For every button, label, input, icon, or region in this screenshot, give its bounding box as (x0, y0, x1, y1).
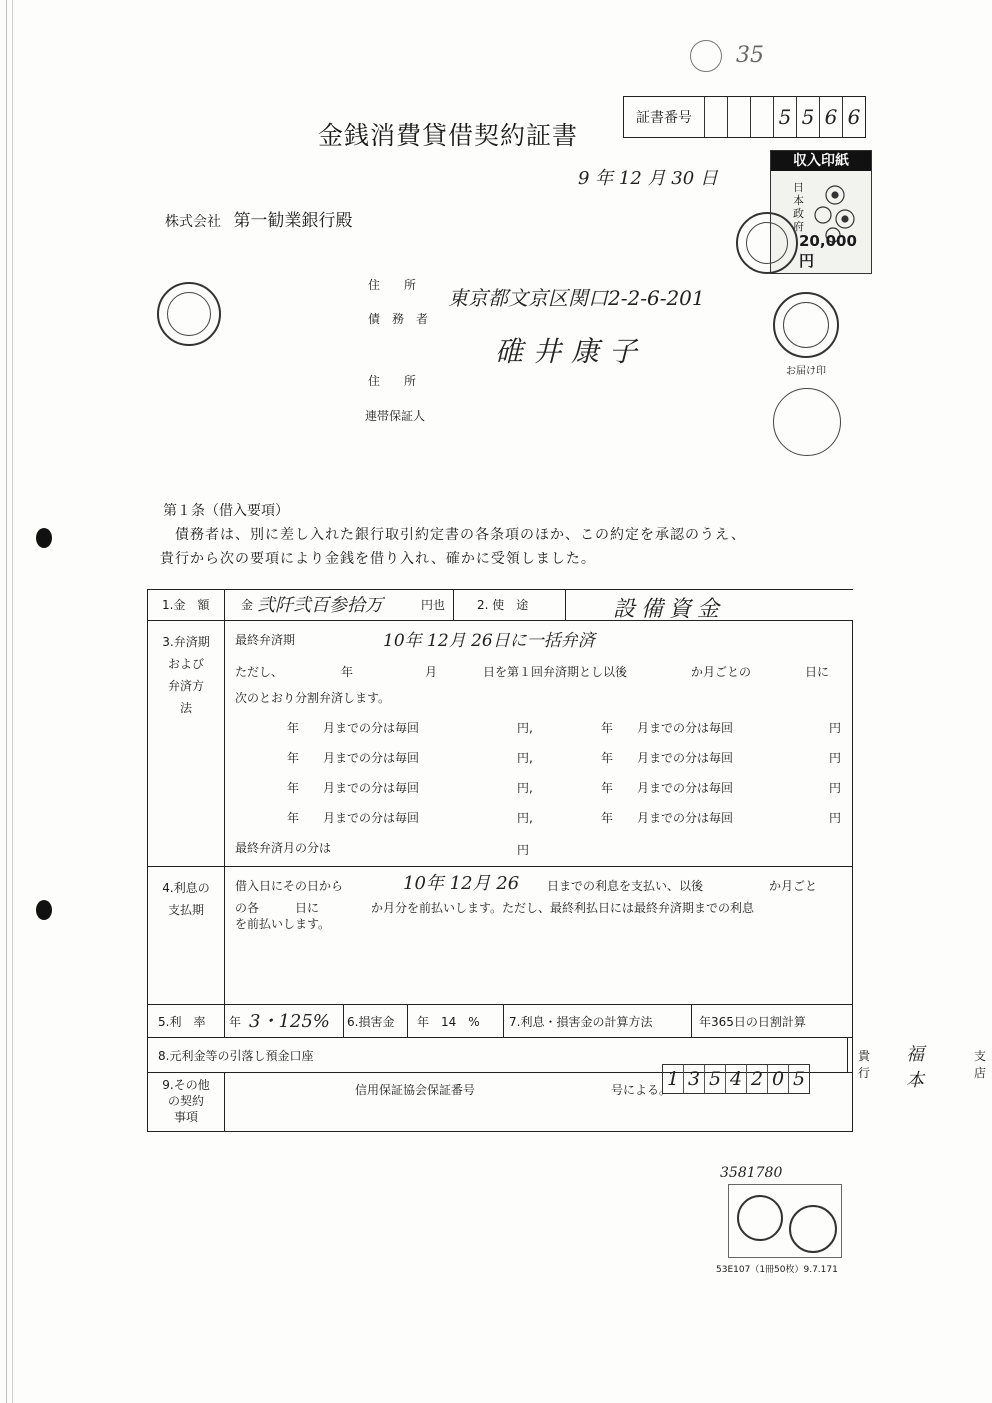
contract-date: 9 年 12 月 30 日 (578, 168, 718, 189)
guarantee-number-suffix: 号による。 (611, 1083, 672, 1097)
account-label: 8.元利金等の引落し預金口座 (158, 1049, 314, 1063)
damages-label: 6.損害金 (347, 1015, 395, 1029)
table-row-repayment (148, 621, 853, 867)
repayment-label: 3.弁済期 および 弁済方 法 (162, 635, 210, 715)
registered-seal (773, 292, 839, 358)
branch-label: 支店 (973, 1049, 986, 1080)
paper-edge (12, 0, 13, 1403)
table-row-rate (148, 1005, 853, 1038)
certificate-digit: 6 (820, 97, 843, 137)
text: 年 (341, 665, 354, 679)
addressee (165, 206, 352, 231)
text: 日に (805, 665, 830, 679)
use-label: 2. 使 途 (477, 598, 529, 612)
approval-stamp-box (728, 1184, 842, 1258)
branch-value: 福本 (905, 1044, 924, 1091)
calc-method-value: 年365日の日割計算 (699, 1015, 806, 1029)
amount-suffix: 円也 (421, 598, 446, 612)
paper-edge (6, 0, 7, 1403)
certificate-blank (705, 97, 728, 137)
certificate-label: 証書番号 (624, 97, 705, 137)
installment-intro: 次のとおり分割弁済します。 (235, 691, 391, 705)
certificate-blank (728, 97, 751, 137)
revenue-stamp-label: 収入印紙 (771, 151, 871, 171)
yen: 円, (517, 751, 533, 765)
yen: 円, (517, 811, 533, 825)
approval-seal (737, 1195, 783, 1241)
debtor-address-value: 東京都文京区関口2-2-6-201 (448, 286, 705, 310)
amount-value: 弐阡弐百参拾万 (257, 595, 383, 616)
account-digit: 3 (684, 1065, 705, 1093)
installment-right: 年 月までの分は毎回 (601, 721, 734, 735)
guarantee-number-label: 信用保証協会保証番号 (355, 1083, 476, 1097)
text: 借入日にその日から (235, 879, 344, 893)
account-digit: 1 (663, 1065, 684, 1093)
text: 日に (295, 901, 320, 915)
interest-label: 4.利息の 支払期 (162, 881, 210, 917)
document-title: 金銭消費貸借契約証書 (318, 121, 579, 150)
guarantor-address-label: 住 所 (368, 374, 417, 388)
amount-label: 1.金 額 (162, 598, 210, 612)
revenue-stamp-issuer: 日本政府 (793, 181, 804, 233)
bank-text: 貴行 (857, 1049, 870, 1080)
interest-end-date: 10年 12月 26 (403, 873, 520, 894)
text: か月分を前払いします。ただし、最終利払日には最終弁済期までの利息 (371, 901, 755, 915)
text: か月ごと (769, 879, 818, 893)
final-repayment-value: 10年 12月 26日に一括弁済 (383, 631, 595, 651)
top-annotation: 35 (690, 40, 764, 72)
installment-left: 年 月までの分は毎回 (287, 781, 420, 795)
article1-body-line2: 貴行から次の要項により金銭を借り入れ、確かに受領しました。 (160, 551, 596, 567)
damages-value: 年 14 % (417, 1015, 480, 1029)
account-number-boxes (662, 1064, 810, 1094)
certificate-digit: 5 (797, 97, 820, 137)
rate-label: 5.利 率 (158, 1015, 206, 1029)
revenue-stamp-amount: 20,000円 (799, 232, 857, 270)
installment-left: 年 月までの分は毎回 (287, 721, 420, 735)
company-prefix: 株式会社 (165, 214, 221, 230)
yen: 円 (829, 781, 842, 795)
footer-handwritten-number: 3581780 (720, 1165, 783, 1181)
table-row-interest (148, 867, 853, 1005)
seal-note: お届け印 (786, 366, 826, 377)
calc-method-label: 7.利息・損害金の計算方法 (509, 1015, 653, 1029)
yen: 円, (517, 721, 533, 735)
address-label: 住 所 (368, 278, 417, 292)
use-value: 設備資金 (613, 597, 726, 622)
final-repayment-label: 最終弁済期 (235, 633, 296, 647)
text: 日までの利息を支払い、以後 (547, 879, 704, 893)
account-digit: 2 (747, 1065, 768, 1093)
yen: 円, (517, 781, 533, 795)
other-terms-label: 9.その他 の契約 事項 (162, 1078, 210, 1124)
rate-prefix: 年 (229, 1015, 242, 1029)
account-digit: 5 (792, 1068, 806, 1090)
installment-right: 年 月までの分は毎回 (601, 781, 734, 795)
text: を前払いします。 (235, 917, 331, 931)
yen: 円 (829, 751, 842, 765)
last-installment-label: 最終弁済月の分は (235, 841, 332, 855)
certificate-blank (751, 97, 774, 137)
installment-left: 年 月までの分は毎回 (287, 751, 420, 765)
installment-right: 年 月までの分は毎回 (601, 751, 734, 765)
table-row-amount (148, 590, 853, 621)
yen: 円 (829, 721, 842, 735)
punch-hole (36, 528, 52, 548)
text: か月ごとの (691, 665, 752, 679)
installment-right: 年 月までの分は毎回 (601, 811, 734, 825)
form-code: 53E107（1冊50枚）9.7.171 (716, 1265, 838, 1275)
account-digit: 5 (705, 1065, 726, 1093)
guarantor-label: 連帯保証人 (365, 409, 426, 423)
text: の各 (235, 901, 260, 915)
text: 日を第１回弁済期とし以後 (483, 665, 628, 679)
account-digit: 4 (726, 1065, 747, 1093)
approval-seal (789, 1205, 837, 1253)
article1-body-line1: 債務者は、別に差し入れた銀行取引約定書の各条項のほか、この約定を承認のうえ、 (175, 527, 746, 543)
text: ただし、 (235, 665, 284, 679)
yen: 円 (829, 811, 842, 825)
debtor-name-value: 碓井康子 (495, 335, 648, 368)
cancellation-seal (736, 212, 798, 274)
amount-prefix: 金 (241, 598, 254, 612)
certificate-digit: 5 (774, 97, 797, 137)
debtor-label: 債 務 者 (368, 312, 429, 326)
certificate-digit: 6 (847, 105, 861, 129)
loan-terms-table (147, 589, 986, 1132)
text: 月 (425, 665, 438, 679)
account-digit: 0 (768, 1065, 789, 1093)
yen: 円 (517, 843, 530, 857)
guarantor-seal-circle (773, 388, 841, 456)
bank-name: 第一勧業銀行殿 (233, 211, 353, 231)
punch-hole (36, 900, 52, 920)
article1-heading: 第１条（借入要項） (163, 503, 289, 519)
installment-left: 年 月までの分は毎回 (287, 811, 420, 825)
rate-value: 3・125% (249, 1011, 330, 1032)
name-seal (157, 282, 221, 346)
certificate-number-box (623, 96, 866, 138)
